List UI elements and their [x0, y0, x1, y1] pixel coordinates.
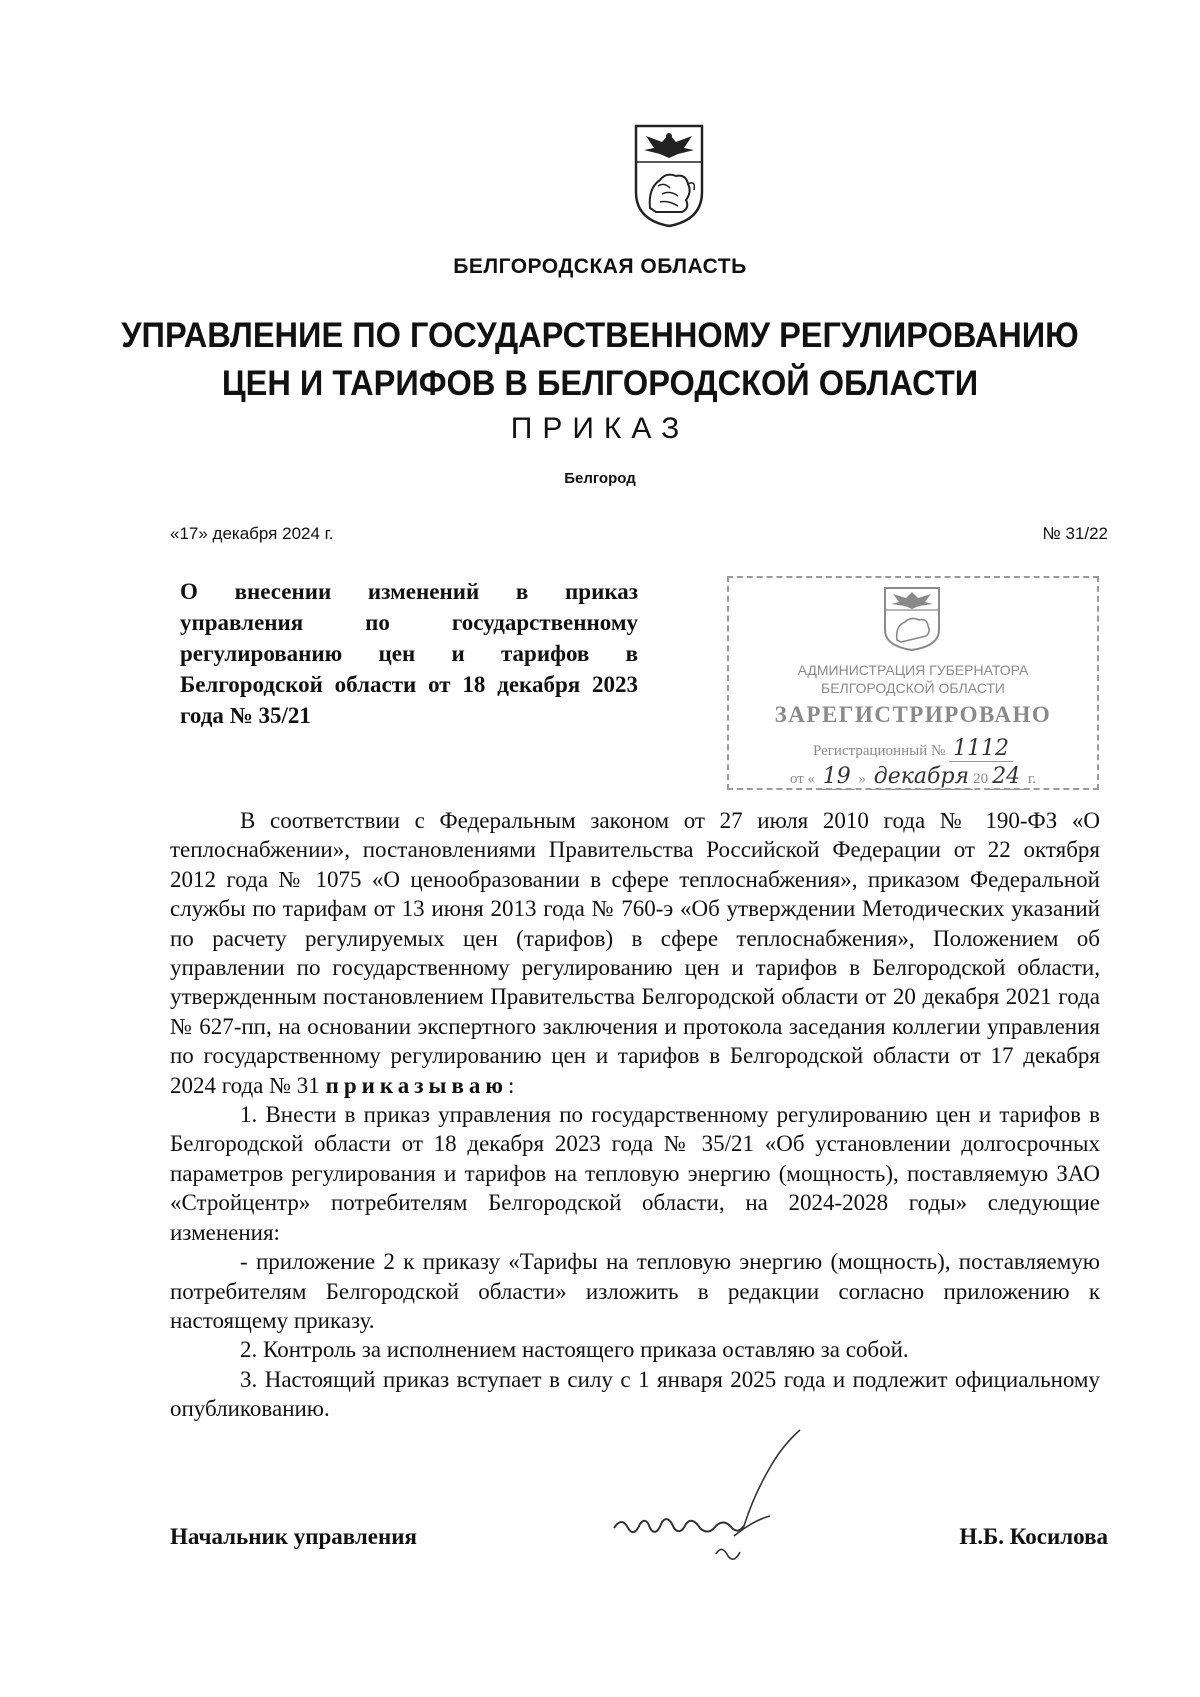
stamp-date-month: декабря	[870, 764, 973, 790]
document-city: Белгород	[564, 470, 636, 487]
document-number: № 31/22	[1042, 524, 1108, 543]
stamp-org-line-1: АДМИНИСТРАЦИЯ ГУБЕРНАТОРА	[797, 662, 1029, 678]
stamp-date-year-suffix: 24	[988, 764, 1024, 790]
body-item-1-sub: - приложение 2 к приказу «Тарифы на тепловую энергию (мощность), поставляемую потребителям Белгородской области» изложить в редакции согласно приложению к настоящему приказу.	[170, 1249, 1100, 1333]
agency-name-line-2: ЦЕН И ТАРИФОВ В БЕЛГОРОДСКОЙ ОБЛАСТИ	[221, 364, 979, 403]
stamp-date-end: г.	[1027, 771, 1037, 787]
stamp-registration-label: Регистрационный №	[812, 743, 946, 759]
stamp-emblem-icon	[881, 584, 943, 654]
signatory-title: Начальник управления	[170, 1524, 417, 1549]
stamp-date-mid: »	[858, 771, 867, 787]
region-name: БЕЛГОРОДСКАЯ ОБЛАСТЬ	[453, 255, 747, 278]
body-item-3: 3. Настоящий приказ вступает в силу с 1 января 2025 года и подлежит официальному опубликованию.	[170, 1366, 1100, 1422]
document-body	[170, 806, 1100, 1424]
stamp-registration-number-line	[729, 736, 1097, 761]
agency-name	[42, 312, 1158, 408]
order-word-end: :	[507, 1072, 515, 1098]
coat-of-arms-emblem	[632, 122, 706, 230]
agency-name-line-1: УПРАВЛЕНИЕ ПО ГОСУДАРСТВЕННОМУ РЕГУЛИРОВАНИЮ	[121, 316, 1079, 355]
body-item-2: 2. Контроль за исполнением настоящего приказа оставляю за собой.	[240, 1337, 909, 1363]
body-preamble	[170, 806, 1100, 1100]
order-word: приказываю	[325, 1072, 508, 1098]
document-type: ПРИКАЗ	[510, 412, 690, 445]
stamp-date-line	[729, 764, 1097, 789]
registration-stamp	[727, 576, 1099, 790]
stamp-registration-number: 1112	[949, 736, 1013, 762]
stamp-date-year-prefix: 20	[973, 771, 989, 787]
stamp-date-day: 19	[819, 764, 855, 790]
document-subject: О внесении изменений в приказ управления по государственному регулированию цен и тарифов в Белгородской области от 18 декабря 2023 года № 35/21	[180, 579, 638, 728]
document-date: «17» декабря 2024 г.	[170, 524, 334, 543]
body-item-1: 1. Внести в приказ управления по государственному регулированию цен и тарифов в Белгородской области от 18 декабря 2023 года № 35/21 «Об установлении долгосрочных параметров регулирования и тарифов на тепловую энергию (мощность), поставляемую ЗАО «Стройцентр» потребителям Белгородской области, на 2024-2028 годы» следующие изменения:	[170, 1102, 1100, 1245]
stamp-status: ЗАРЕГИСТРИРОВАНО	[774, 702, 1052, 727]
handwritten-signature	[604, 1424, 804, 1574]
stamp-org-line-2: БЕЛГОРОДСКОЙ ОБЛАСТИ	[821, 680, 1005, 696]
stamp-date-prefix: от «	[789, 771, 816, 787]
preamble-text: В соответствии с Федеральным законом от 27 июля 2010 года № 190-ФЗ «О теплоснабжении», постановлениями Правительства Российской Федерации от 22 октября 2012 года № 1075 «О ценообразовании в сфере теплоснабжения», приказом Федеральной службы по тарифам от 13 июня 2013 года № 760-э «Об утверждении Методических указаний по расчету регулируемых цен (тарифов) в сфере теплоснабжения», Положением об управлении по государственному регулированию цен и тарифов в Белгородской области, утвержденным постановлением Правительства Белгородской области от 20 декабря 2021 года № 627-пп, на основании экспертного заключения и протокола заседания коллегии управления по государственному регулированию цен и тарифов в Белгородской области от 17 декабря 2024 года № 31	[170, 808, 1100, 1098]
signatory-name: Н.Б. Косилова	[959, 1524, 1108, 1549]
